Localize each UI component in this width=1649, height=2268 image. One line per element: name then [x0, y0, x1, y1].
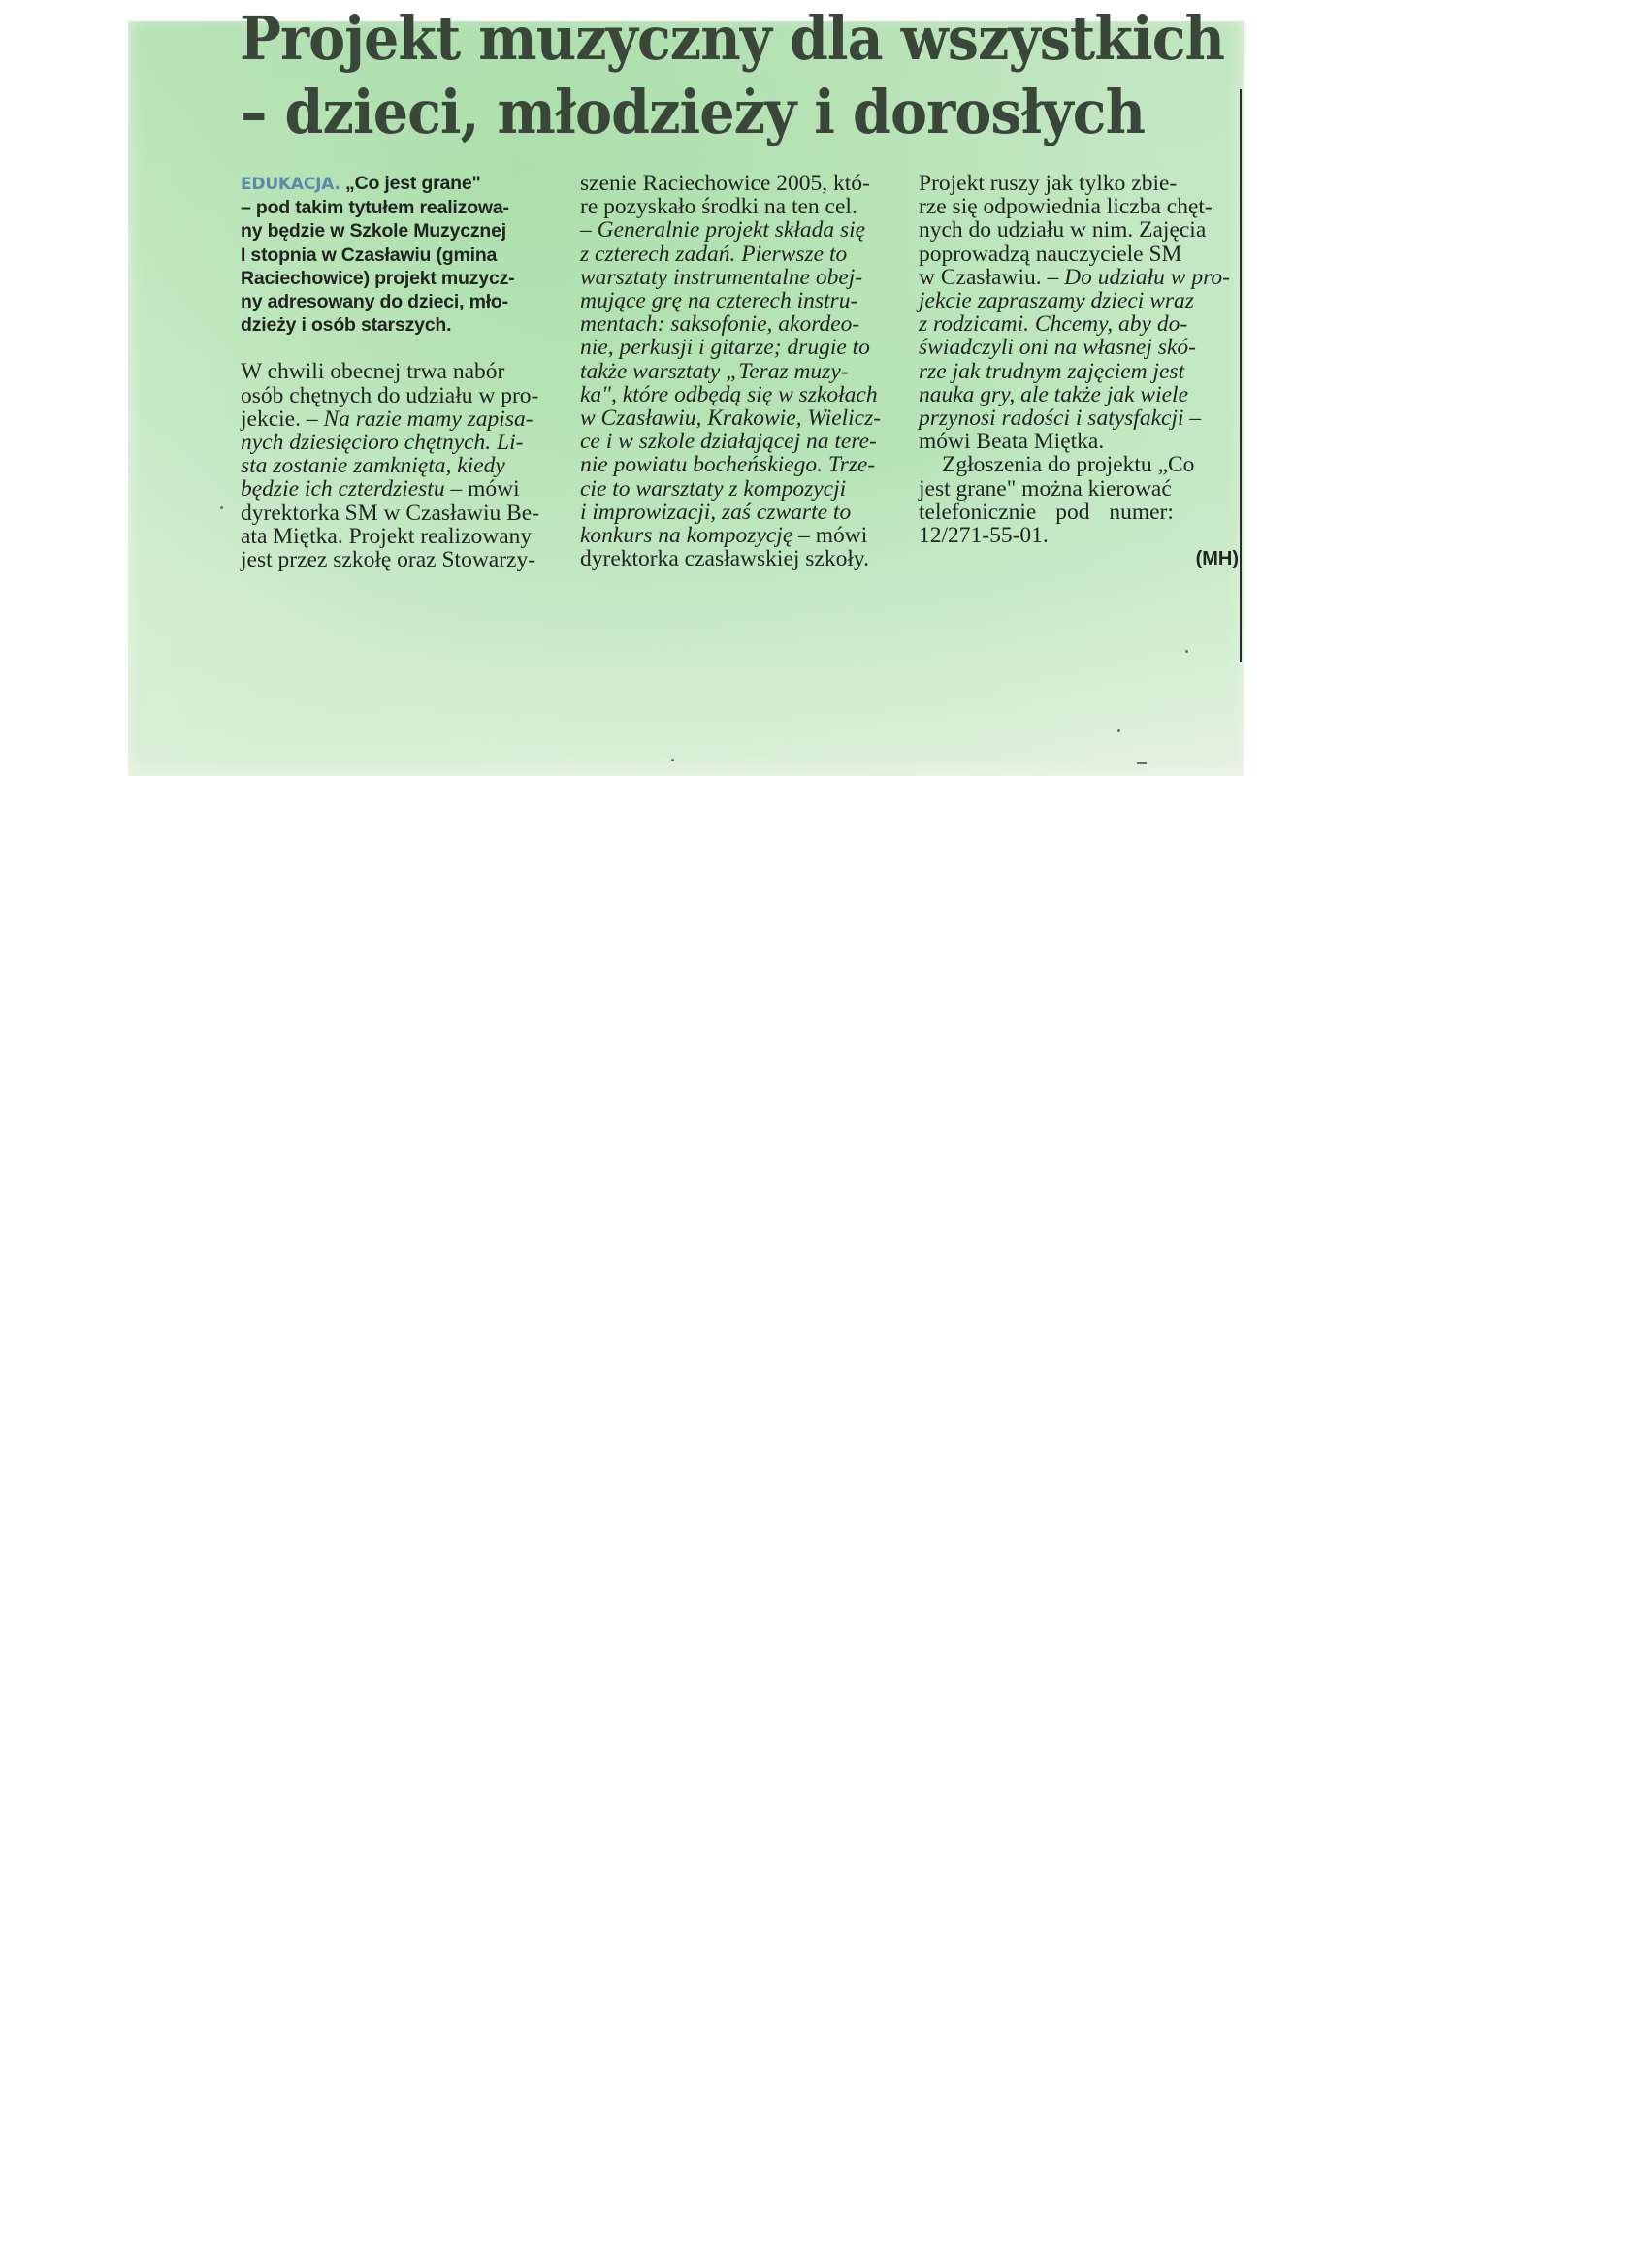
article-column-3: [919, 172, 1239, 570]
body-line: ka", które odbędą się w szkołach: [580, 381, 878, 407]
body-line: jest grane" można kierować: [919, 475, 1172, 502]
body-line: mentach: saksofonie, akordeo-: [580, 311, 860, 338]
body-line: nie, perkusji i gitarze; drugie to: [580, 335, 870, 361]
body-line: świadczyli oni na własnej skó-: [919, 335, 1196, 361]
body-line: W chwili obecnej trwa nabór: [241, 359, 505, 385]
body-line: jekcie. – Na razie mamy zapisa-: [241, 405, 534, 432]
body-line: warsztaty instrumentalne obej-: [580, 264, 863, 290]
body-line: nych dziesięcioro chętnych. Li-: [241, 430, 524, 456]
body-line: Zgłoszenia do projektu „Co: [942, 452, 1195, 478]
newspaper-clipping: [128, 3, 1244, 776]
body-line: cie to warsztaty z kompozycji: [580, 475, 847, 502]
body-line: – Generalnie projekt składa się: [580, 217, 866, 243]
article-column-2: [580, 172, 900, 570]
lead-line: I stopnia w Czasławiu (gmina: [241, 243, 498, 266]
body-line: rze jak trudnym zajęciem jest: [919, 358, 1185, 384]
body-line: [919, 547, 1239, 570]
body-line: 12/271-55-01.: [919, 523, 1049, 549]
body-line: mujące grę na czterech instru-: [580, 288, 858, 314]
body-line: w Czasławiu. – Do udziału w pro-: [919, 264, 1230, 290]
body-line: telefonicznie pod numer:: [919, 499, 1174, 525]
lead-line: dzieży i osób starszych.: [241, 314, 452, 337]
scan-speck: [1185, 650, 1188, 653]
scan-speck: [671, 759, 674, 761]
body-line: Projekt ruszy jak tylko zbie-: [919, 171, 1178, 196]
body-line: jest przez szkołę oraz Stowarzy-: [241, 547, 536, 573]
body-line: nych do udziału w nim. Zajęcia: [919, 217, 1207, 243]
body-line: dyrektorka SM w Czasławiu Be-: [241, 500, 540, 526]
headline-line-2: – dzieci, młodzieży i dorosłych: [240, 77, 1146, 147]
body-line: przynosi radości i satysfakcji –: [919, 405, 1202, 432]
body-line: re pozyskało środki na ten cel.: [580, 194, 857, 220]
section-kicker: EDUKACJA.: [241, 175, 340, 194]
body-line: jekcie zapraszamy dzieci wraz: [919, 288, 1194, 314]
headline-line-1: Projekt muzyczny dla wszystkich: [240, 3, 1225, 74]
body-line: dyrektorka czasławskiej szkoły.: [580, 546, 869, 572]
body-line: mówi Beata Miętka.: [919, 429, 1105, 455]
scan-speck: [220, 506, 223, 509]
body-line: konkurs na kompozycję – mówi: [580, 523, 868, 549]
body-line: poprowadzą nauczyciele SM: [919, 241, 1182, 267]
article-column-1: [241, 172, 549, 571]
body-line: nauka gry, ale także jak wiele: [919, 381, 1189, 407]
author-signature: (MH): [1195, 548, 1239, 570]
lead-line: Raciechowice) projekt muzycz-: [241, 267, 515, 289]
column-rule: [1240, 89, 1242, 662]
lead-line: ny będzie w Szkole Muzycznej: [241, 220, 506, 243]
lead-line: – pod takim tytułem realizowa-: [241, 197, 509, 219]
body-line: osób chętnych do udziału w pro-: [241, 382, 539, 408]
body-line: z czterech zadań. Pierwsze to: [580, 241, 848, 267]
scan-speck: [1117, 729, 1120, 732]
body-line: będzie ich czterdziestu – mówi: [241, 476, 520, 502]
body-line: w Czasławiu, Krakowie, Wielicz-: [580, 405, 882, 432]
body-line: nie powiatu bocheńskiego. Trze-: [580, 452, 876, 478]
scan-speck: [1137, 762, 1147, 764]
body-line: z rodzicami. Chcemy, aby do-: [919, 311, 1188, 338]
paragraph-gap: [241, 337, 549, 360]
body-line: i improwizacji, zaś czwarte to: [580, 499, 852, 525]
body-line: sta zostanie zamknięta, kiedy: [241, 453, 505, 479]
lead-line: ny adresowany do dzieci, mło-: [241, 291, 508, 313]
body-line: szenie Raciechowice 2005, któ-: [580, 171, 870, 196]
article-headline: [240, 2, 1225, 149]
body-line: także warsztaty „Teraz muzy-: [580, 358, 849, 384]
lead-line: EDUKACJA. „Co jest grane": [241, 173, 481, 194]
body-line: ce i w szkole działającej na tere-: [580, 429, 877, 455]
body-line: ata Miętka. Projekt realizowany: [241, 523, 533, 549]
body-line: rze się odpowiednia liczba chęt-: [919, 194, 1212, 220]
